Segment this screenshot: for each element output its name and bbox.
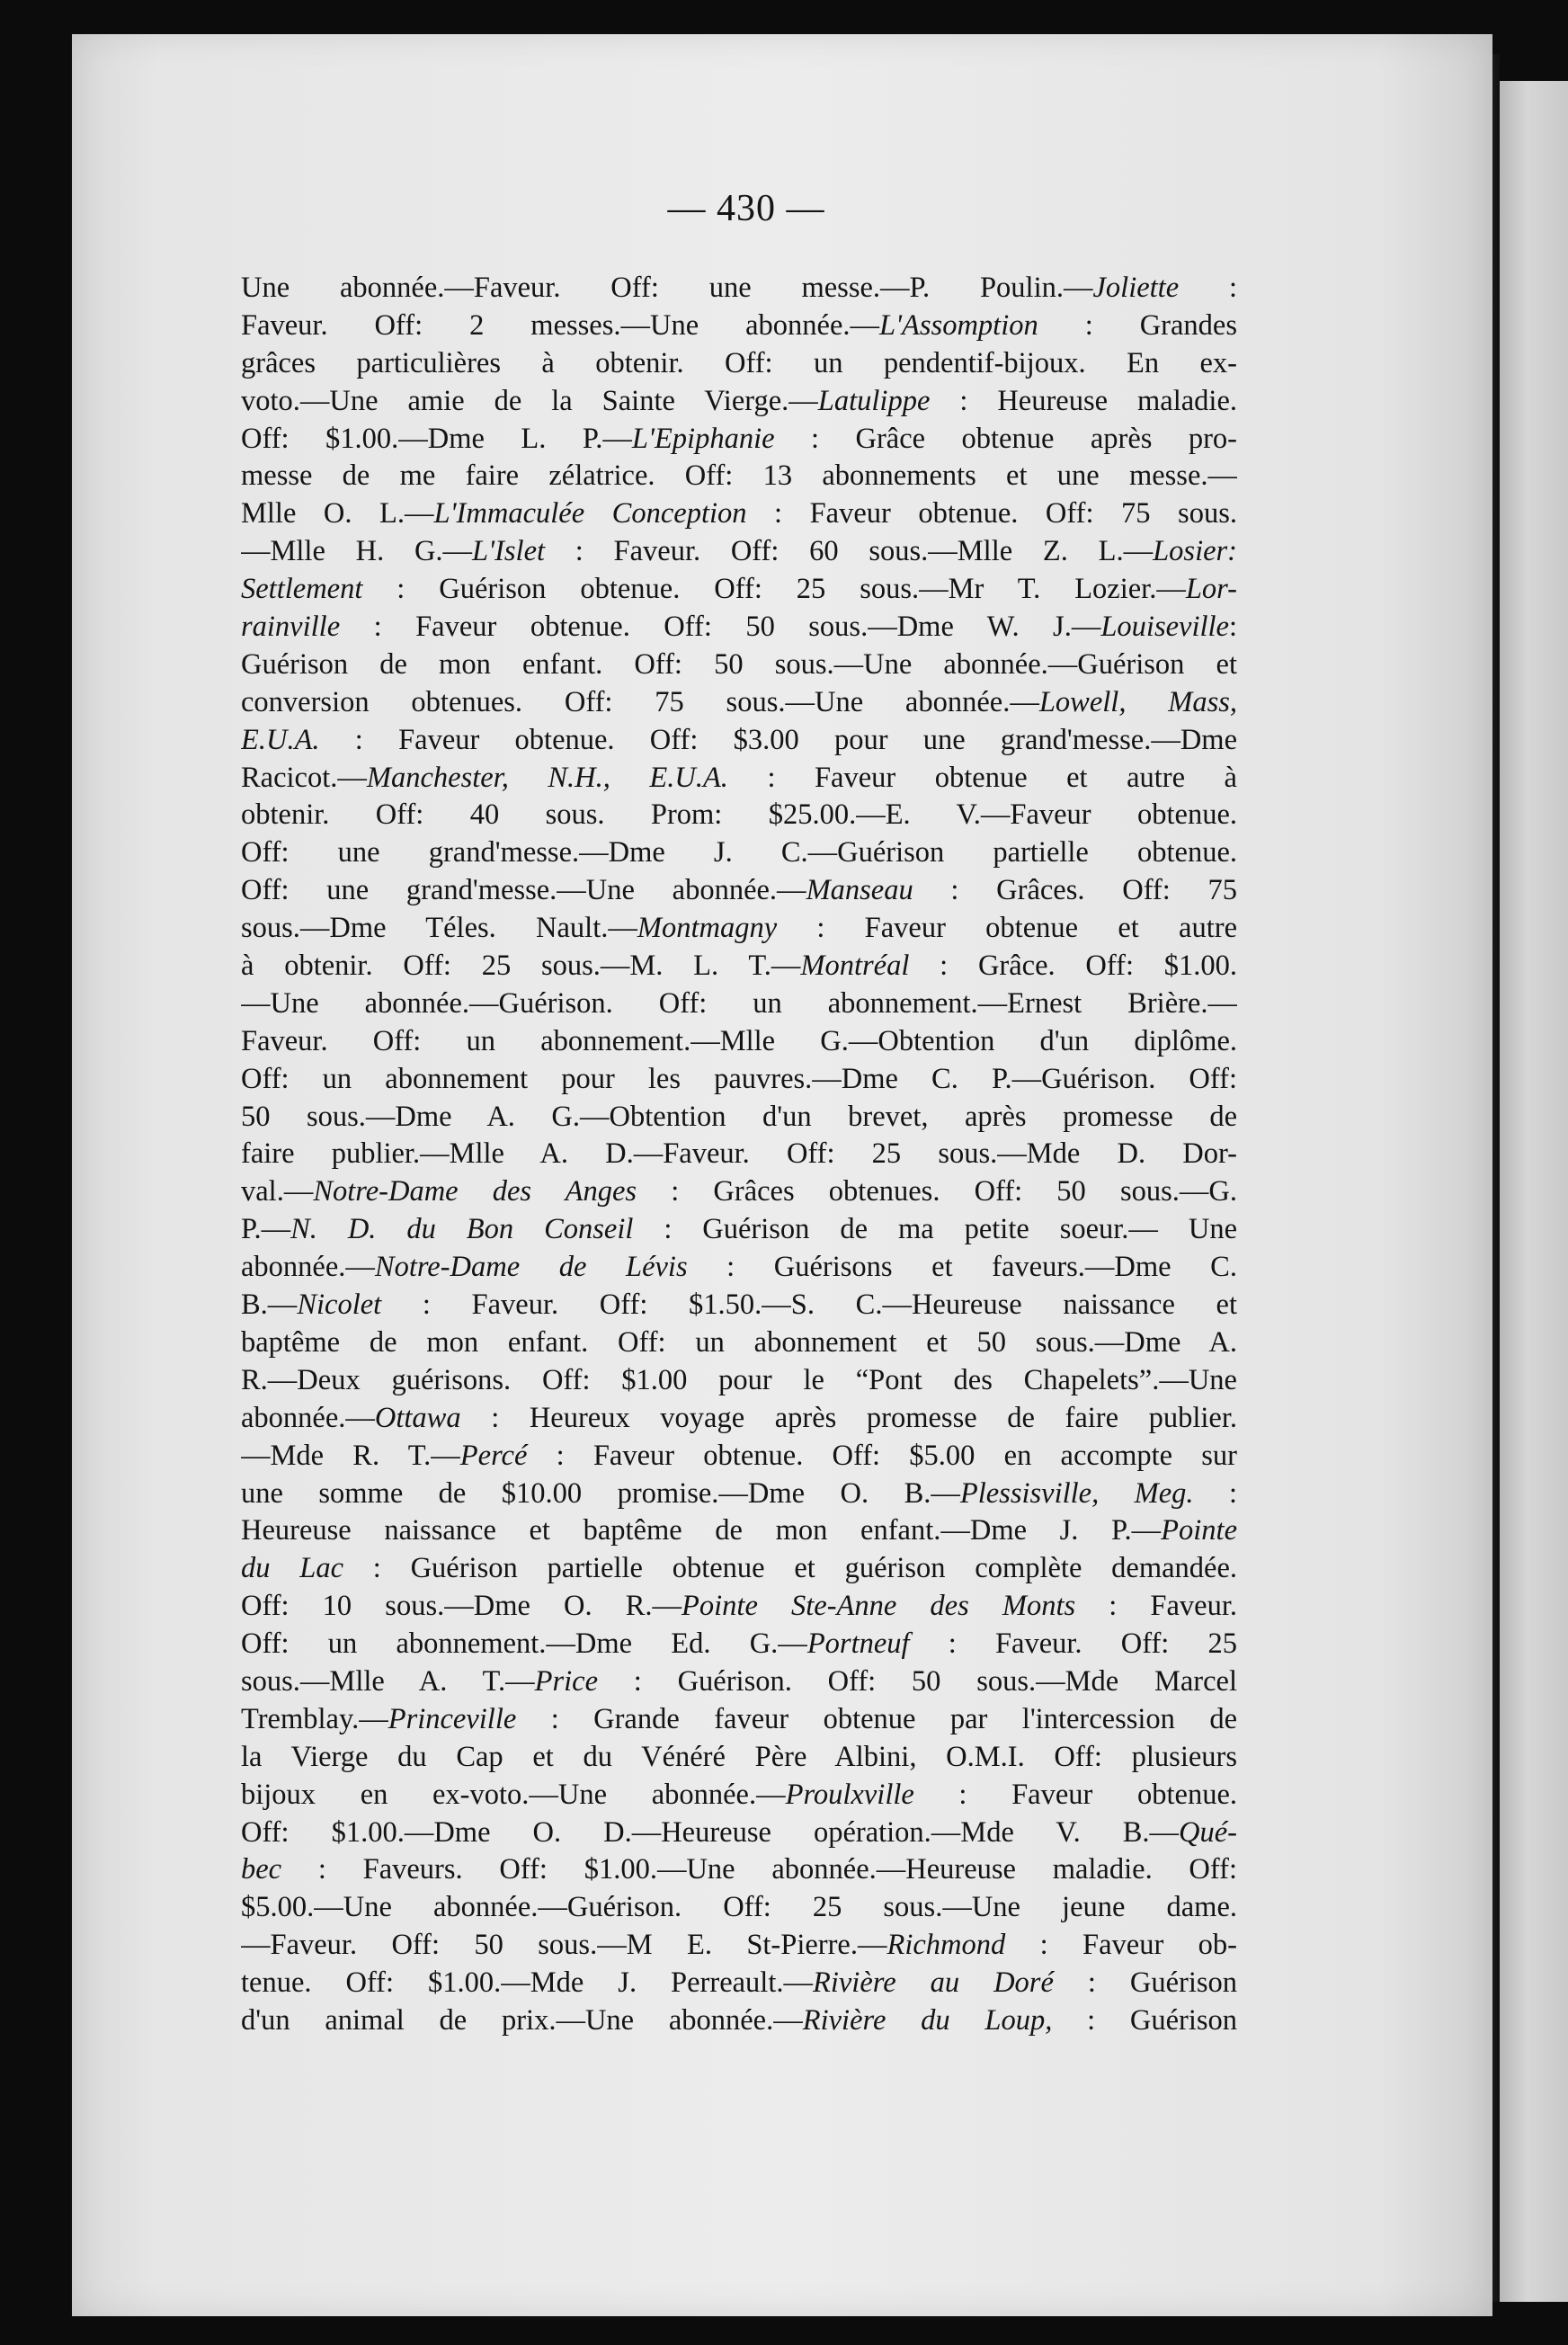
text-line	[241, 1663, 1237, 1701]
text-segment: : Guérison partielle obtenue et guérison complète demandée.	[343, 1552, 1237, 1585]
text-segment: obtenir. Off: 40 sous. Prom: $25.00.—E. V.—Faveur obtenue.	[241, 798, 1237, 832]
text-line	[241, 1099, 1237, 1137]
text-segment: Off: un abonnement.—Dme Ed. G.—	[241, 1627, 807, 1661]
place-name: Lor-	[1185, 573, 1237, 606]
text-line	[241, 383, 1237, 421]
place-name: rainville	[241, 611, 341, 644]
text-line	[241, 1211, 1237, 1249]
text-line	[241, 571, 1237, 609]
text-line	[241, 533, 1237, 571]
text-segment: : Guérison de ma petite soeur.— Une	[633, 1213, 1237, 1246]
next-page-edge	[1500, 81, 1568, 2302]
place-name: Louiseville	[1100, 611, 1229, 644]
place-name: Lowell, Mass,	[1038, 685, 1237, 718]
text-segment: à obtenir. Off: 25 sous.—M. L. T.—	[241, 950, 801, 983]
place-name: Latulippe	[817, 384, 931, 417]
text-segment: : Heureux voyage après promesse de faire publier.	[460, 1401, 1237, 1434]
text-line	[241, 345, 1237, 383]
place-name: Montréal	[800, 950, 910, 983]
text-segment: la Vierge du Cap et du Vénéré Père Albini, O.M.I. Off: plusieurs	[241, 1740, 1237, 1773]
text-segment: bijoux en ex-voto.—Une abonnée.—	[241, 1778, 786, 1811]
text-segment: : Faveurs. Off: $1.00.—Une abonnée.—Heureuse maladie. Off:	[281, 1853, 1237, 1886]
text-line	[241, 1023, 1237, 1061]
text-line	[241, 1851, 1237, 1889]
text-line	[241, 834, 1237, 872]
place-name: Notre-Dame des Anges	[313, 1175, 637, 1208]
text-segment: abonnée.—	[241, 1401, 375, 1434]
place-name: L'Assomption	[879, 308, 1038, 342]
place-name: Ottawa	[374, 1401, 461, 1434]
text-segment: : Faveur. Off: 60 sous.—Mlle Z. L.—	[545, 535, 1154, 568]
place-name: E.U.A.	[241, 723, 320, 756]
text-segment: :	[1193, 1476, 1237, 1510]
text-segment: voto.—Une amie de la Sainte Vierge.—	[241, 384, 818, 417]
text-line	[241, 1324, 1237, 1362]
place-name: Joliette	[1092, 272, 1180, 304]
text-line	[241, 1814, 1237, 1852]
text-line	[241, 1249, 1237, 1287]
text-line	[241, 458, 1237, 495]
text-line	[241, 872, 1237, 910]
text-segment: Off: une grand'messe.—Dme J. C.—Guérison partielle obtenue.	[241, 836, 1237, 869]
text-segment: : Grâce obtenue après pro-	[774, 422, 1237, 455]
place-name: Rivière au Doré	[813, 1966, 1054, 2000]
text-segment: : Grandes	[1038, 308, 1237, 342]
place-name: L'Immaculée Conception	[433, 497, 747, 531]
text-segment: : Faveur ob-	[1005, 1929, 1237, 1962]
place-name: Notre-Dame de Lévis	[374, 1251, 688, 1284]
place-name: Manseau	[806, 874, 913, 907]
text-line	[241, 421, 1237, 459]
text-segment: Tremblay.—	[241, 1702, 388, 1735]
text-segment: Mlle O. L.—	[241, 497, 434, 531]
text-line	[241, 2002, 1237, 2040]
text-line	[241, 1136, 1237, 1173]
text-line	[241, 1701, 1237, 1739]
text-line	[241, 1588, 1237, 1626]
text-line	[241, 1438, 1237, 1476]
place-name: Montmagny	[637, 912, 778, 945]
text-segment: Off: $1.00.—Dme L. P.—	[241, 422, 632, 455]
text-segment: : Guérison. Off: 50 sous.—Mde Marcel	[598, 1664, 1237, 1698]
text-segment: —Une abonnée.—Guérison. Off: un abonnement.—Ernest Brière.—	[241, 986, 1237, 1020]
page-number: — 430 —	[667, 188, 825, 229]
text-line	[241, 1739, 1237, 1777]
place-name: Portneuf	[806, 1627, 910, 1661]
text-segment: faire publier.—Mlle A. D.—Faveur. Off: 25 sous.—Mde D. Dor-	[241, 1137, 1237, 1171]
text-line	[241, 684, 1237, 722]
text-line	[241, 1889, 1237, 1927]
text-segment: : Faveur obtenue. Off: $5.00 en accompte sur	[527, 1439, 1237, 1472]
text-line	[241, 609, 1237, 646]
place-name: bec	[241, 1853, 282, 1886]
place-name: Settlement	[241, 573, 363, 606]
text-segment: : Faveur obtenue. Off: 50 sous.—Dme W. J.—	[340, 611, 1101, 644]
text-segment: Une abonnée.—Faveur. Off: une messe.—P. Poulin.—	[241, 272, 1093, 304]
place-name: Rivière du Loup,	[802, 2003, 1053, 2037]
text-segment: une somme de $10.00 promise.—Dme O. B.—	[241, 1476, 960, 1510]
text-line	[241, 797, 1237, 834]
place-name: N. D. du Bon Conseil	[290, 1213, 634, 1246]
text-segment: Racicot.—	[241, 761, 367, 794]
text-segment: B.—	[241, 1288, 298, 1322]
place-name: Qué-	[1179, 1815, 1237, 1849]
body-text	[241, 270, 1237, 2040]
text-segment: Faveur. Off: 2 messes.—Une abonnée.—	[241, 308, 880, 342]
place-name: Pointe Ste-Anne des Monts	[682, 1590, 1076, 1623]
text-segment: : Guérison obtenue. Off: 25 sous.—Mr T. Lozier.—	[362, 573, 1186, 606]
text-line	[241, 1173, 1237, 1211]
text-segment: : Faveur obtenue. Off: $3.00 pour une grand'messe.—Dme	[319, 723, 1237, 756]
text-line	[241, 1550, 1237, 1588]
text-segment: abonnée.—	[241, 1251, 375, 1284]
text-line	[241, 1400, 1237, 1438]
text-line	[241, 1287, 1237, 1324]
text-segment: : Faveur.	[1075, 1590, 1237, 1623]
text-segment: : Grâces obtenues. Off: 50 sous.—G.	[637, 1175, 1237, 1208]
text-line	[241, 722, 1237, 760]
place-name: L'Epiphanie	[631, 422, 775, 455]
text-segment: grâces particulières à obtenir. Off: un pendentif-bijoux. En ex-	[241, 346, 1237, 379]
place-name: Pointe	[1161, 1514, 1237, 1547]
text-segment: Off: $1.00.—Dme O. D.—Heureuse opération.—Mde V. B.—	[241, 1815, 1180, 1849]
text-segment: Faveur. Off: un abonnement.—Mlle G.—Obtention d'un diplôme.	[241, 1024, 1237, 1057]
place-name: Richmond	[886, 1929, 1006, 1962]
text-line	[241, 1362, 1237, 1400]
text-segment: d'un animal de prix.—Une abonnée.—	[241, 2003, 803, 2037]
place-name: Losier:	[1153, 535, 1237, 568]
text-segment: P.—	[241, 1213, 291, 1246]
text-segment: : Guérisons et faveurs.—Dme C.	[687, 1251, 1237, 1284]
text-segment: Off: une grand'messe.—Une abonnée.—	[241, 874, 806, 907]
text-line	[241, 1965, 1237, 2002]
text-segment: : Faveur obtenue. Off: 75 sous.	[746, 497, 1237, 531]
text-segment: : Faveur obtenue et autre à	[727, 761, 1237, 794]
text-line	[241, 1512, 1237, 1550]
text-segment: sous.—Mlle A. T.—	[241, 1664, 535, 1698]
text-line	[241, 1626, 1237, 1663]
text-segment: Heureuse naissance et baptême de mon enfant.—Dme J. P.—	[241, 1514, 1162, 1547]
text-segment: : Grâces. Off: 75	[913, 874, 1237, 907]
text-line	[241, 646, 1237, 684]
text-segment: R.—Deux guérisons. Off: $1.00 pour le “Pont des Chapelets”.—Une	[241, 1363, 1237, 1396]
text-segment: : Grande faveur obtenue par l'intercession de	[516, 1702, 1237, 1735]
text-segment: : Faveur obtenue.	[913, 1778, 1237, 1811]
text-segment: messe de me faire zélatrice. Off: 13 abonnements et une messe.—	[241, 459, 1237, 493]
text-segment: : Grâce. Off: $1.00.	[909, 950, 1237, 983]
place-name: L'Islet	[472, 535, 546, 568]
text-line	[241, 760, 1237, 798]
text-line	[241, 1476, 1237, 1513]
place-name: Proulxville	[785, 1778, 914, 1811]
text-segment: tenue. Off: $1.00.—Mde J. Perreault.—	[241, 1966, 813, 2000]
text-segment: $5.00.—Une abonnée.—Guérison. Off: 25 sous.—Une jeune dame.	[241, 1891, 1237, 1924]
place-name: Manchester, N.H., E.U.A.	[366, 761, 728, 794]
place-name: Plessisville, Meg.	[959, 1476, 1194, 1510]
text-line	[241, 985, 1237, 1023]
text-segment: :	[1179, 272, 1237, 304]
text-segment: : Faveur obtenue et autre	[777, 912, 1237, 945]
text-segment: conversion obtenues. Off: 75 sous.—Une abonnée.—	[241, 685, 1039, 718]
text-line	[241, 270, 1237, 308]
text-segment: sous.—Dme Téles. Nault.—	[241, 912, 637, 945]
text-segment: : Faveur. Off: 25	[909, 1627, 1237, 1661]
text-segment: : Guérison	[1052, 2003, 1237, 2037]
text-segment: : Faveur. Off: $1.50.—S. C.—Heureuse naissance et	[381, 1288, 1237, 1322]
place-name: Percé	[459, 1439, 528, 1472]
text-segment: : Heureuse maladie.	[930, 384, 1237, 417]
text-segment: Off: 10 sous.—Dme O. R.—	[241, 1590, 682, 1623]
place-name: du Lac	[241, 1552, 344, 1585]
place-name: Princeville	[388, 1702, 517, 1735]
text-segment: —Faveur. Off: 50 sous.—M E. St-Pierre.—	[241, 1929, 887, 1962]
text-line	[241, 1777, 1237, 1814]
text-line	[241, 308, 1237, 345]
text-segment: Guérison de mon enfant. Off: 50 sous.—Une abonnée.—Guérison et	[241, 647, 1237, 681]
text-line	[241, 910, 1237, 948]
text-line	[241, 948, 1237, 985]
place-name: Price	[534, 1664, 599, 1698]
place-name: Nicolet	[297, 1288, 382, 1322]
text-segment: val.—	[241, 1175, 314, 1208]
text-segment: —Mde R. T.—	[241, 1439, 460, 1472]
text-line	[241, 495, 1237, 533]
text-segment: :	[1228, 611, 1237, 644]
text-segment: 50 sous.—Dme A. G.—Obtention d'un brevet, après promesse de	[241, 1100, 1237, 1133]
text-segment: Off: un abonnement pour les pauvres.—Dme C. P.—Guérison. Off:	[241, 1062, 1237, 1095]
text-line	[241, 1927, 1237, 1965]
text-line	[241, 1061, 1237, 1099]
text-segment: : Guérison	[1053, 1966, 1237, 2000]
text-segment: —Mlle H. G.—	[241, 535, 473, 568]
text-segment: baptême de mon enfant. Off: un abonnement et 50 sous.—Dme A.	[241, 1325, 1237, 1359]
